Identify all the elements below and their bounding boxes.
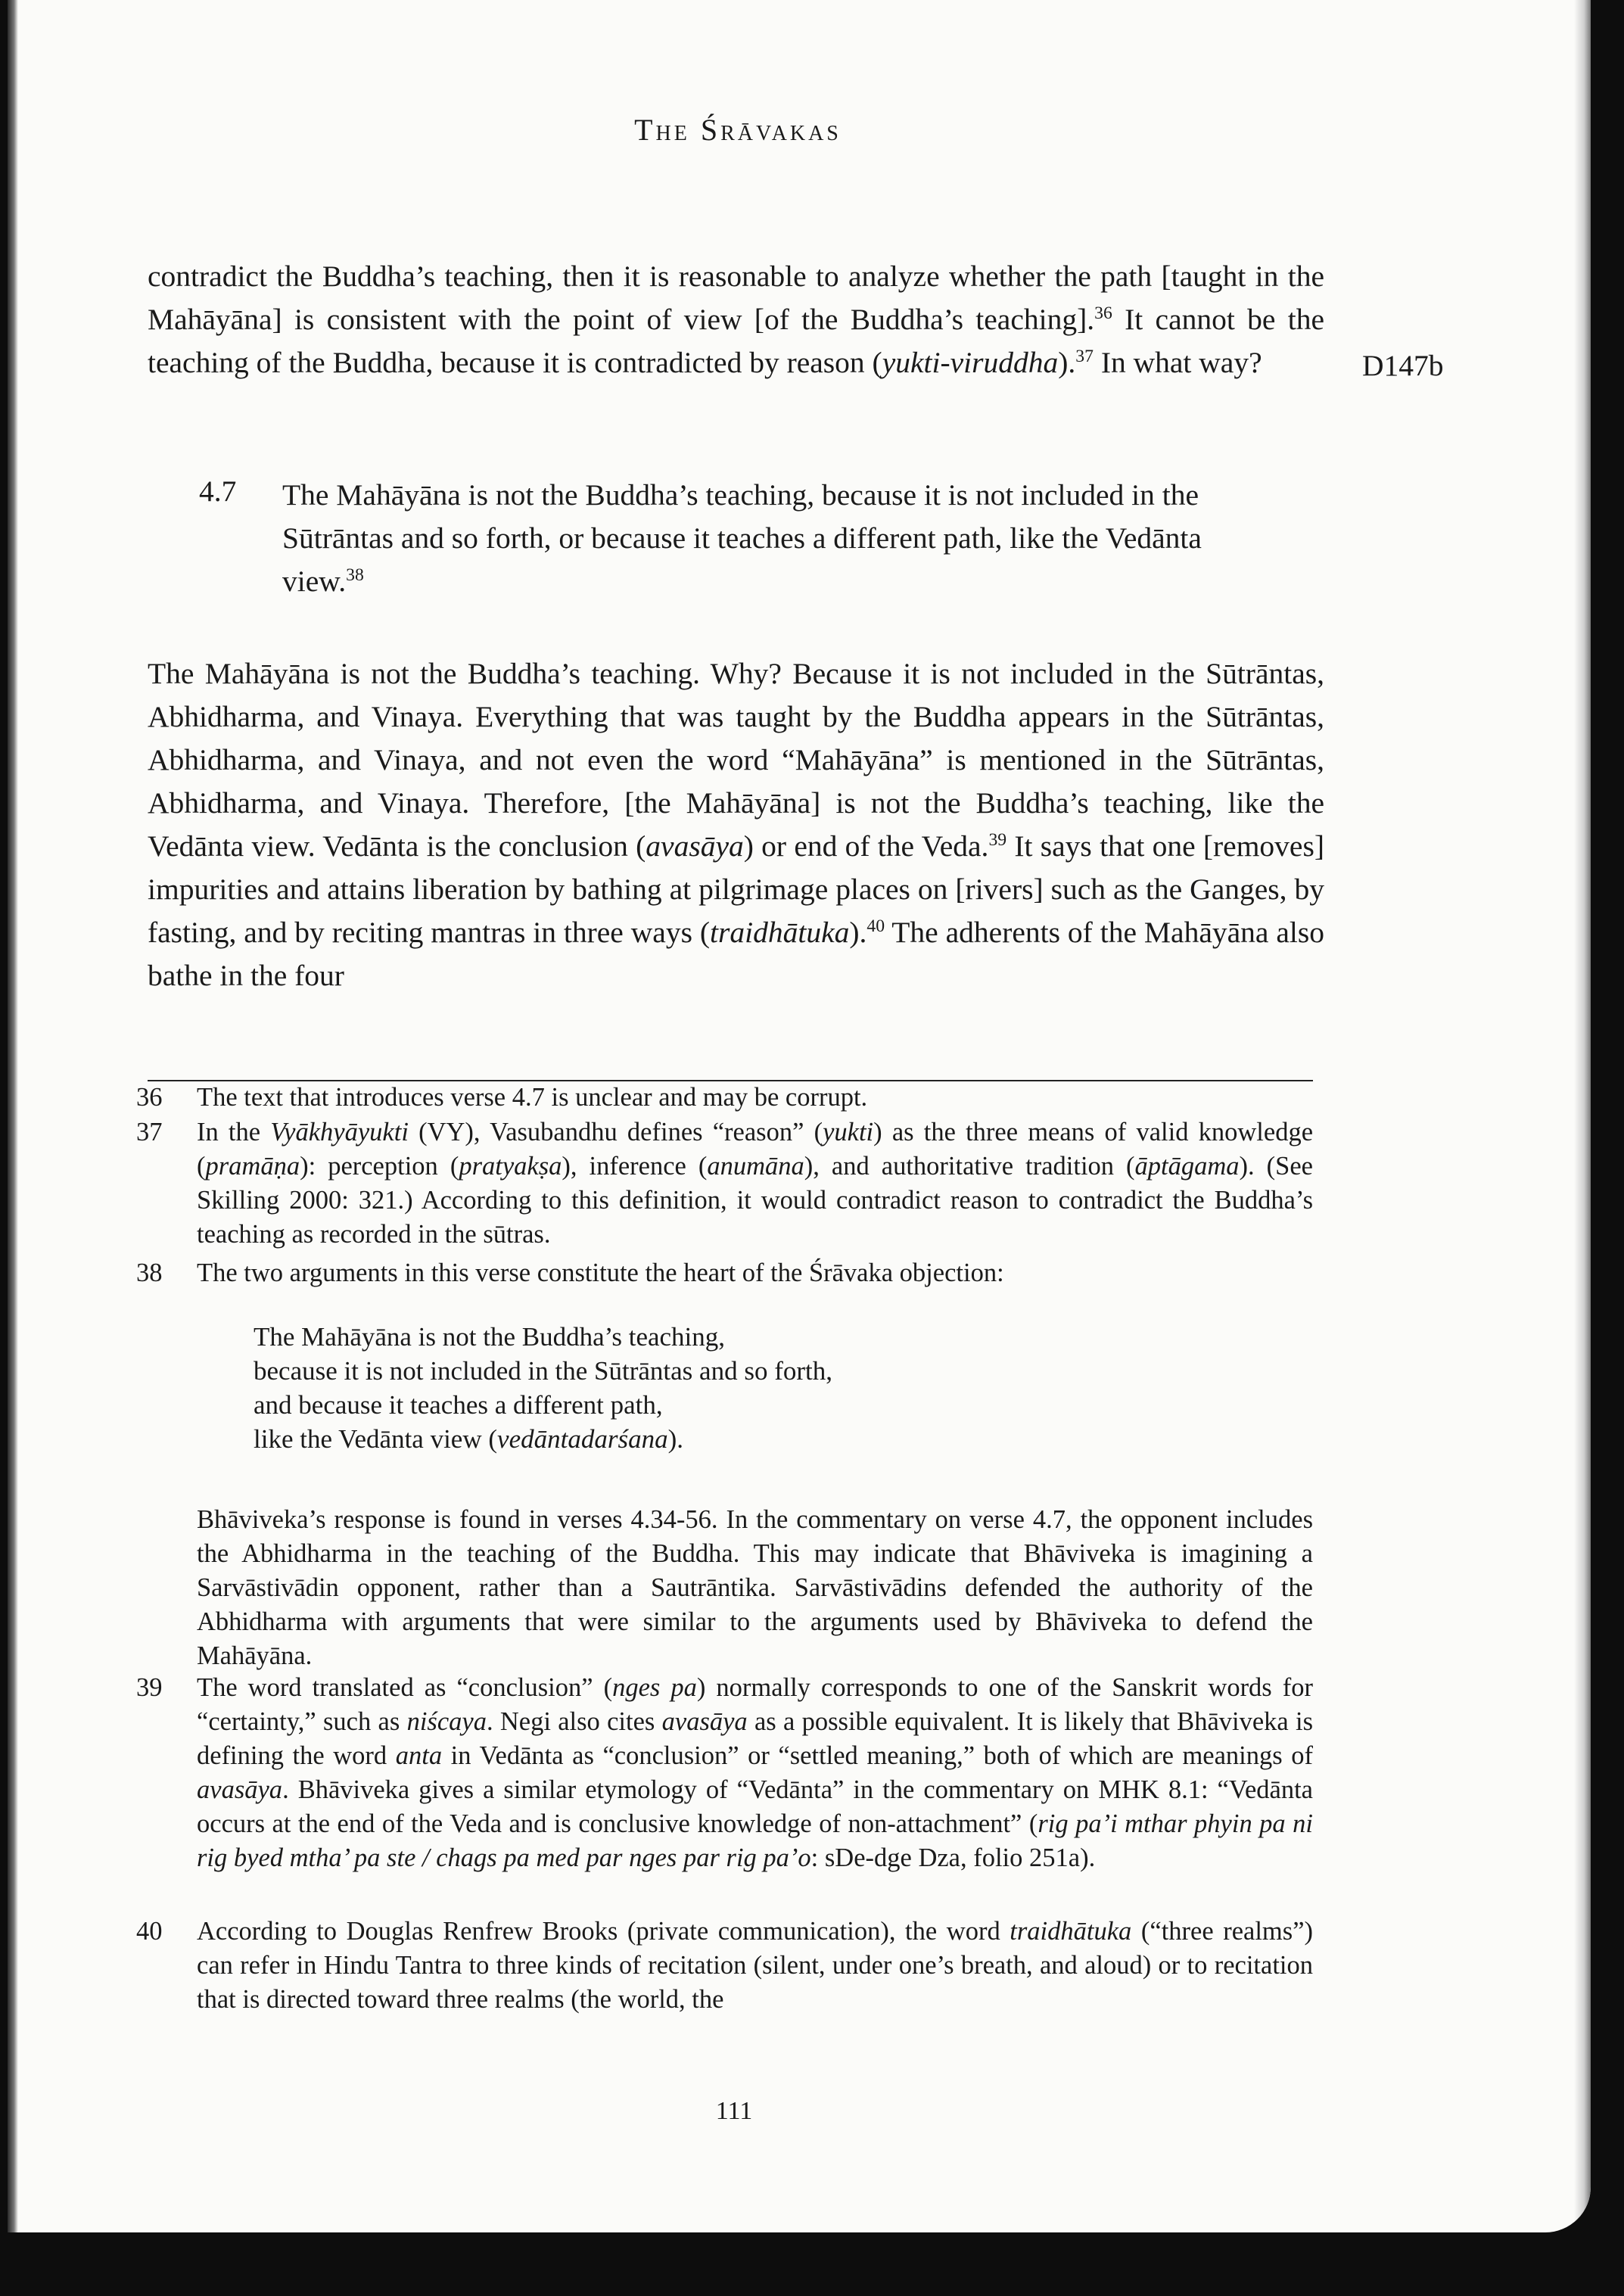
body-paragraph-1: contradict the Buddha’s teaching, then it is reasonable to analyze whether the path [taught in the Mahāyāna] is consistent with the point of view [of the Buddha’s teaching].$^{36}$ It cannot be the teaching of the Buddha, because it is contradicted by reason (yukti-viruddha).$^{37}$ In what way? xyxy=(148,260,1324,379)
running-head: The Śrāvakas xyxy=(634,113,842,147)
page-right-edge xyxy=(1574,0,1591,2232)
body-paragraph-2: The Mahāyāna is not the Buddha’s teaching. Why? Because it is not included in the Sūtrāntas, Abhidharma, and Vinaya. Everything that was taught by the Buddha appears in the Sūtrāntas, Abhidharma, and Vinaya, and not even the word “Mahāyāna” is mentioned in the Sūtrāntas, Abhidharma, and Vinaya. Therefore, [the Mahāyāna] is not the Buddha’s teaching, like the Vedānta view. Vedānta is the conclusion (avasāya) or end of the Veda.$^{39}$ It says that one [removes] impurities and attains liberation by bathing at pilgrimage places on [rivers] such as the Ganges, by fasting, and by reciting mantras in three ways (traidhātuka).$^{40}$ The adherents of the Mahāyāna also bathe in the four xyxy=(148,657,1324,992)
verse-number: 4.7 xyxy=(199,474,237,508)
book-page xyxy=(8,0,1591,2232)
footnote-38-verse: The Mahāyāna is not the Buddha’s teaching, because it is not included in the Sūtrāntas and so forth, and because it teaches a different path, like the Vedānta view (vedāntadarśana). xyxy=(254,1322,832,1454)
footnote-number: 39 xyxy=(136,1673,163,1702)
footnote-number: 36 xyxy=(136,1083,163,1112)
page-left-edge xyxy=(8,0,18,2232)
footnote-text: The word translated as “conclusion” (nges pa) normally corresponds to one of the Sanskrit words for “certainty,” such as niścaya. Negi also cites avasāya as a possible equivalent. It is likely that Bhāviveka is defining the word anta in Vedānta as “conclusion” or “settled meaning,” both of which are meanings of avasāya. Bhāviveka gives a similar etymology of “Vedānta” in the commentary on MHK 8.1: “Vedānta occurs at the end of the Veda and is conclusive knowledge of non-attachment” (rig pa’i mthar phyin pa ni rig byed mtha’ pa ste / chags pa med par nges par rig pa’o: sDe-dge Dza, folio 251a). xyxy=(197,1673,1314,1872)
verse-text: The Mahāyāna is not the Buddha’s teaching, because it is not included in the Sūtrāntas and so forth, or because it teaches a different path, like the Vedānta view.$^{38}$ xyxy=(282,478,1202,598)
footnote-number: 37 xyxy=(136,1118,163,1146)
footnote-text: The text that introduces verse 4.7 is unclear and may be corrupt. xyxy=(197,1083,868,1112)
footnote-text: The two arguments in this verse constitute the heart of the Śrāvaka objection: xyxy=(197,1258,1004,1287)
footnote-text: According to Douglas Renfrew Brooks (private communication), the word traidhātuka (“three realms”) can refer in Hindu Tantra to three kinds of recitation (silent, under one’s breath, and aloud) or to recitation that is directed toward three realms (the world, the xyxy=(197,1917,1313,2014)
page-number: 111 xyxy=(715,2097,753,2125)
footnote-number: 40 xyxy=(136,1917,163,1946)
footnote-38-paragraph: Bhāviveka’s response is found in verses 4.34-56. In the commentary on verse 4.7, the opponent includes the Abhidharma in the teaching of the Buddha. This may indicate that Bhāviveka is imagining a Sarvāstivādin opponent, rather than a Sautrāntika. Sarvāstivādins defended the authority of the Abhidharma with arguments that were similar to the arguments used by Bhāviveka to defend the Mahāyāna. xyxy=(197,1505,1313,1670)
footnote-text: In the Vyākhyāyukti (VY), Vasubandhu defines “reason” (yukti) as the three means of valid knowledge (pramāṇa): perception (pratyakṣa), inference (anumāna), and authoritative tradition (āptāgama). (See Skilling 2000: 321.) According to this definition, it would contradict reason to contradict the Buddha’s teaching as recorded in the sūtras. xyxy=(197,1118,1314,1249)
footnote-number: 38 xyxy=(136,1258,163,1287)
derge-page-reference: D147b xyxy=(1362,349,1444,382)
